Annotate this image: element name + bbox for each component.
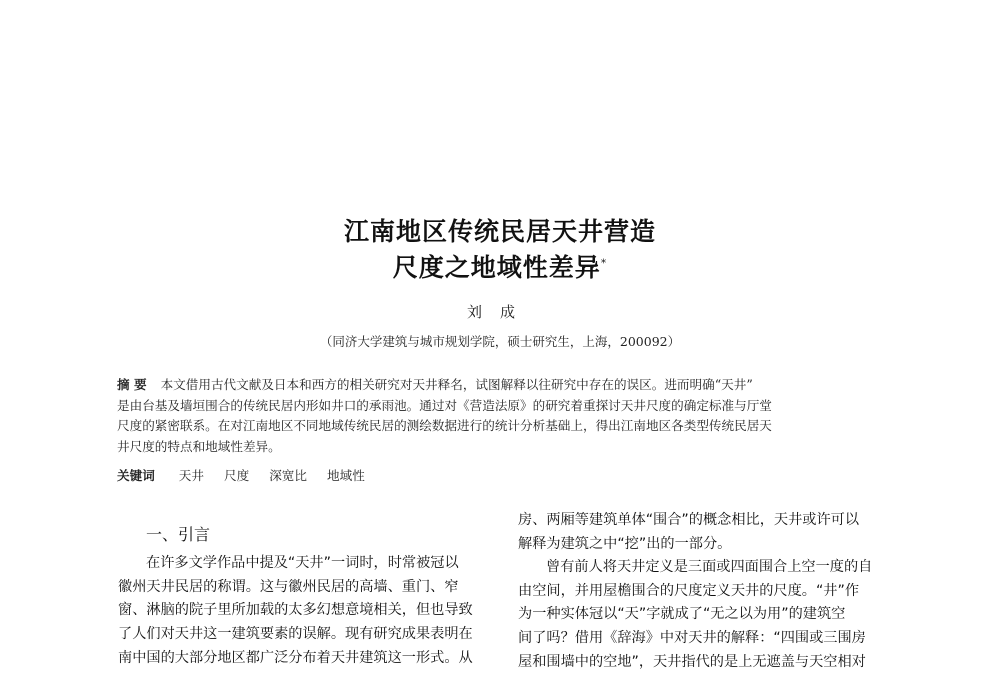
keywords-block (117, 465, 381, 484)
abstract-block (117, 375, 893, 457)
body-line: 南中国的大部分地区都广泛分布着天井建筑这一形式。从 (118, 649, 473, 666)
footnote-marker: * (600, 256, 608, 270)
body-line: 屋和围墙中的空地”，天井指代的是上无遮盖与天空相对 (518, 653, 866, 670)
abstract-label: 摘 要 (117, 377, 147, 392)
abstract-line (117, 375, 893, 396)
body-column-right-continuation (518, 509, 890, 556)
keywords-label: 关键词 (117, 468, 155, 483)
author-affiliation: （同济大学建筑与城市规划学院，硕士研究生，上海，200092） (319, 334, 681, 349)
keyword: 尺度 (224, 468, 250, 483)
author-name: 刘成 (466, 303, 533, 321)
body-line: 徽州天井民居的称谓。这与徽州民居的高墙、重门、窄 (118, 578, 459, 595)
body-line: 由空间，并用屋檐围合的尺度定义天井的尺度。“井”作 (518, 582, 860, 599)
body-column-left (118, 552, 490, 670)
paper-title-line-1: 江南地区传统民居天井营造 (343, 217, 656, 246)
body-column-right (518, 556, 890, 674)
paper-title-line-2 (0, 248, 1000, 284)
title-line-2-text: 尺度之地域性差异 (392, 253, 601, 282)
keyword: 天井 (178, 468, 204, 483)
abstract-line: 井尺度的特点和地域性差异。 (117, 438, 281, 454)
keyword: 深宽比 (269, 468, 307, 483)
abstract-line: 尺度的紧密联系。在对江南地区不同地域传统民居的测绘数据进行的统计分析基础上，得出江南地区各类型传统民居天 (117, 418, 772, 433)
body-line: 间了吗？借用《辞海》中对天井的解释：“四围或三围房 (518, 630, 866, 647)
abstract-text: 本文借用古代文献及日本和西方的相关研究对天井释名，试图解释以往研究中存在的误区。进而明确“天井” (160, 377, 753, 392)
body-line: 房、两厢等建筑单体“围合”的概念相比，天井或许可以 (518, 512, 860, 528)
body-line: 在许多文学作品中提及“天井”一词时，时常被冠以 (146, 555, 459, 571)
keyword: 地域性 (327, 468, 365, 483)
body-line: 窗、淋脑的院子里所加载的太多幻想意境相关，但也导致 (118, 602, 473, 619)
section-heading-introduction: 一、引言 (146, 525, 211, 544)
abstract-line: 是由台基及墙垣围合的传统民居内形如井口的承雨池。通过对《营造法原》的研究着重探讨天井尺度的确定标准与厅堂 (117, 397, 772, 413)
body-line: 了人们对天井这一建筑要素的误解。现有研究成果表明在 (118, 626, 473, 643)
body-line: 曾有前人将天井定义是三面或四面围合上空一度的自 (546, 559, 873, 575)
body-line: 为一种实体冠以“天”字就成了“无之以为用”的建筑空 (518, 606, 846, 623)
body-line: 解释为建筑之中“挖”出的一部分。 (518, 535, 732, 552)
